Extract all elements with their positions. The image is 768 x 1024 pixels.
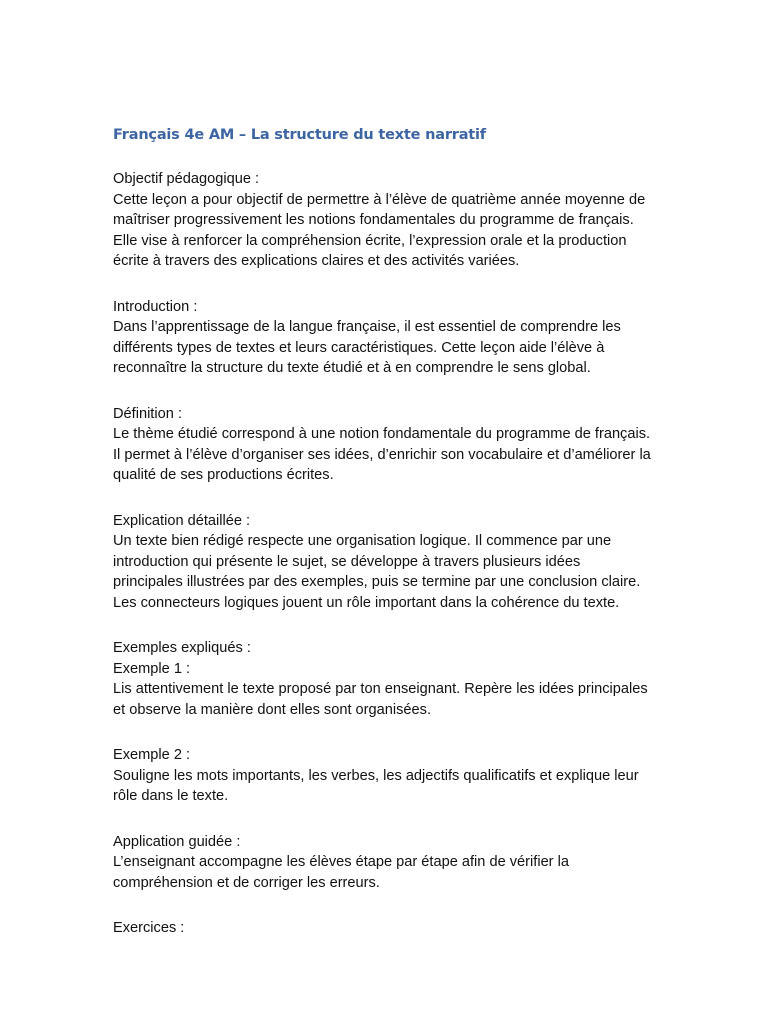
objective-heading: Objectif pédagogique : bbox=[113, 171, 260, 187]
exercises-heading: Exercices : bbox=[113, 920, 185, 936]
example2-text: Souligne les mots importants, les verbes, les adjectifs qualificatifs et explique leur rôle dans le texte. bbox=[113, 767, 639, 804]
definition-text: Le thème étudié correspond à une notion fondamentale du programme de français. Il permet à l’élève d’organiser ses idées, d’enrichir son vocabulaire et d’améliorer la qualité de ses productions écrites. bbox=[113, 426, 651, 483]
document-title: Français 4e AM – La structure du texte narratif bbox=[113, 127, 486, 143]
section-examples bbox=[113, 638, 653, 720]
introduction-heading: Introduction : bbox=[113, 298, 198, 315]
guided-heading: Application guidée : bbox=[113, 833, 241, 850]
introduction-text: Dans l’apprentissage de la langue française, il est essentiel de comprendre les différents types de textes et leurs caractéristiques. Cette leçon aide l’élève à reconnaître la structure du texte étudié et à en comprendre le sens global. bbox=[113, 319, 621, 376]
definition-heading: Définition : bbox=[113, 405, 182, 422]
guided-text: L’enseignant accompagne les élèves étape par étape afin de vérifier la compréhension et de corriger les erreurs. bbox=[113, 854, 569, 891]
example1-text: Lis attentivement le texte proposé par ton enseignant. Repère les idées principales et observe la manière dont elles sont organisées. bbox=[113, 681, 648, 718]
document-page bbox=[113, 124, 653, 939]
section-exercises bbox=[113, 918, 653, 939]
explanation-text: Un texte bien rédigé respecte une organisation logique. Il commence par une introduction qui présente le sujet, se développe à travers plusieurs idées principales illustrées par des exemples, puis se termine par une conclusion claire. Les connecteurs logiques jouent un rôle important dans la cohérence du texte. bbox=[113, 533, 641, 611]
section-guided bbox=[113, 832, 653, 894]
section-example2 bbox=[113, 745, 653, 807]
example1-heading: Exemple 1 : bbox=[113, 660, 191, 677]
section-objective bbox=[113, 169, 653, 272]
explanation-heading: Explication détaillée : bbox=[113, 512, 251, 529]
section-definition bbox=[113, 404, 653, 486]
objective-text: Cette leçon a pour objectif de permettre à l’élève de quatrième année moyenne de maîtriser progressivement les notions fondamentales du programme de français. Elle vise à renforcer la compréhension écrite, l’expression orale et la production écrite à travers des explications claires et des activités variées. bbox=[113, 191, 646, 269]
example2-heading: Exemple 2 : bbox=[113, 747, 191, 763]
section-explanation bbox=[113, 511, 653, 614]
examples-heading: Exemples expliqués : bbox=[113, 640, 251, 656]
section-introduction bbox=[113, 297, 653, 379]
